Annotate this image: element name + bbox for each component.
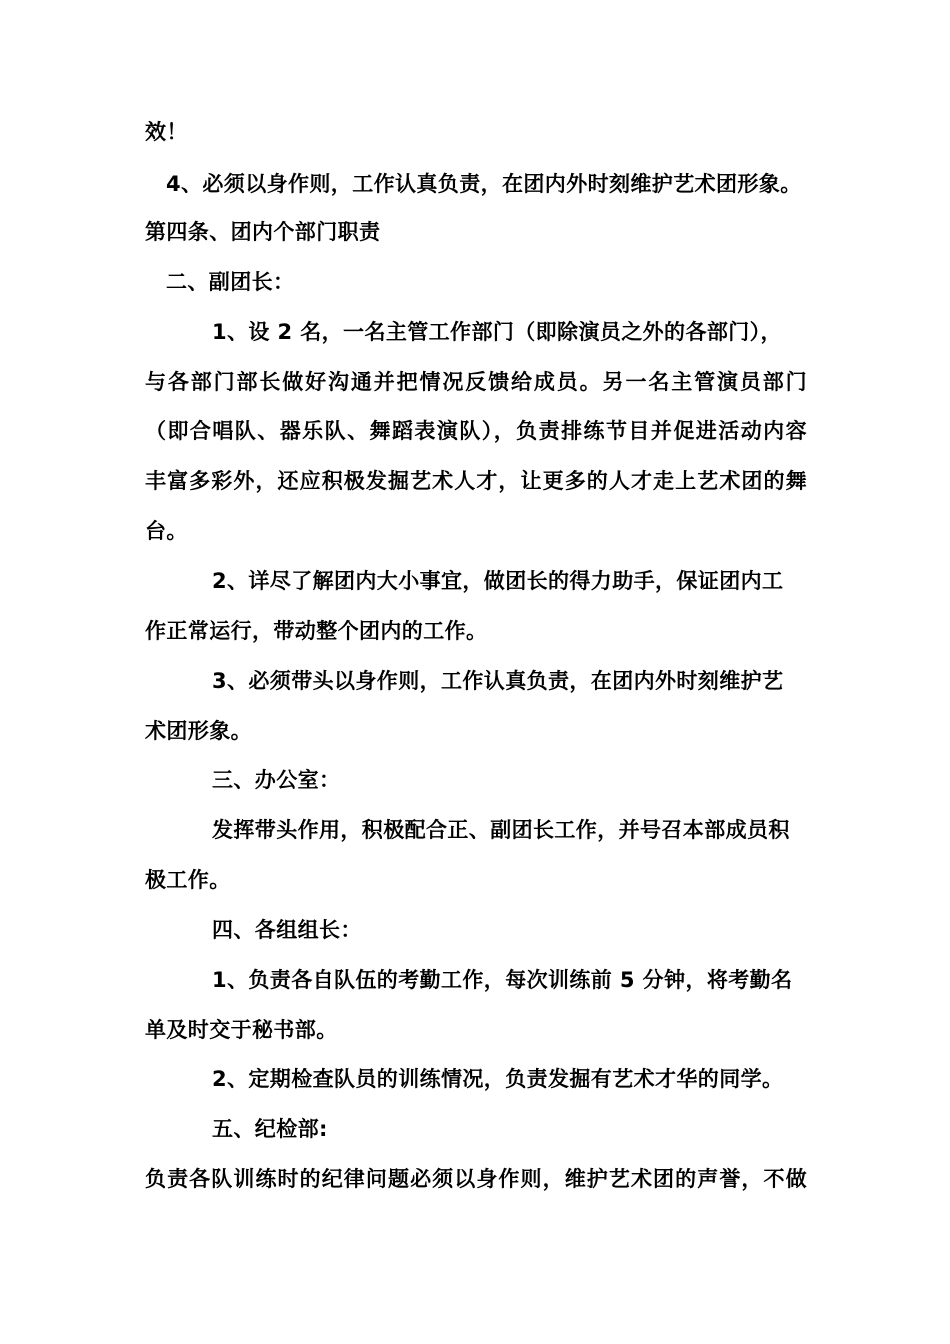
text-line-vice-3a: 3、必须带头以身作则，工作认真负责，在团内外时刻维护艺 <box>212 669 784 693</box>
text-line-vice-1c: （即合唱队、器乐队、舞蹈表演队），负责排练节目并促进活动内容 <box>145 419 807 443</box>
text-line-leaders-1a: 1、负责各自队伍的考勤工作，每次训练前 5 分钟，将考勤名 <box>212 968 793 992</box>
text-line-vice-1b: 与各部门部长做好沟通并把情况反馈给成员。另一名主管演员部门 <box>145 370 807 394</box>
text-line-office-a: 发挥带头作用，积极配合正、副团长工作，并号召本部成员积 <box>212 818 790 842</box>
text-line-office-b: 极工作。 <box>145 868 231 892</box>
text-line-discipline-a: 负责各队训练时的纪律问题必须以身作则，维护艺术团的声誉，不做 <box>145 1167 807 1191</box>
text-line-vice-1e: 台。 <box>145 519 188 543</box>
section-heading-article-4: 第四条、团内个部门职责 <box>145 220 381 244</box>
text-line-continuation: 效！ <box>145 120 188 144</box>
subsection-heading-office: 三、办公室： <box>212 768 341 792</box>
text-line-vice-2b: 作正常运行，带动整个团内的工作。 <box>145 619 488 643</box>
subsection-heading-group-leaders: 四、各组组长： <box>212 918 362 942</box>
text-line-vice-2a: 2、详尽了解团内大小事宜，做团长的得力助手，保证团内工 <box>212 569 784 593</box>
text-line-item-4: 4、必须以身作则，工作认真负责，在团内外时刻维护艺术团形象。 <box>166 172 802 196</box>
text-line-vice-1a: 1、设 2 名，一名主管工作部门（即除演员之外的各部门）， <box>212 320 782 344</box>
text-line-vice-1d: 丰富多彩外，还应积极发掘艺术人才，让更多的人才走上艺术团的舞 <box>145 469 807 493</box>
text-line-leaders-1b: 单及时交于秘书部。 <box>145 1018 338 1042</box>
subsection-heading-discipline: 五、纪检部: <box>212 1117 328 1141</box>
text-line-vice-3b: 术团形象。 <box>145 719 252 743</box>
subsection-heading-vice-leader: 二、副团长： <box>166 270 295 294</box>
text-line-leaders-2: 2、定期检查队员的训练情况，负责发掘有艺术才华的同学。 <box>212 1067 784 1091</box>
